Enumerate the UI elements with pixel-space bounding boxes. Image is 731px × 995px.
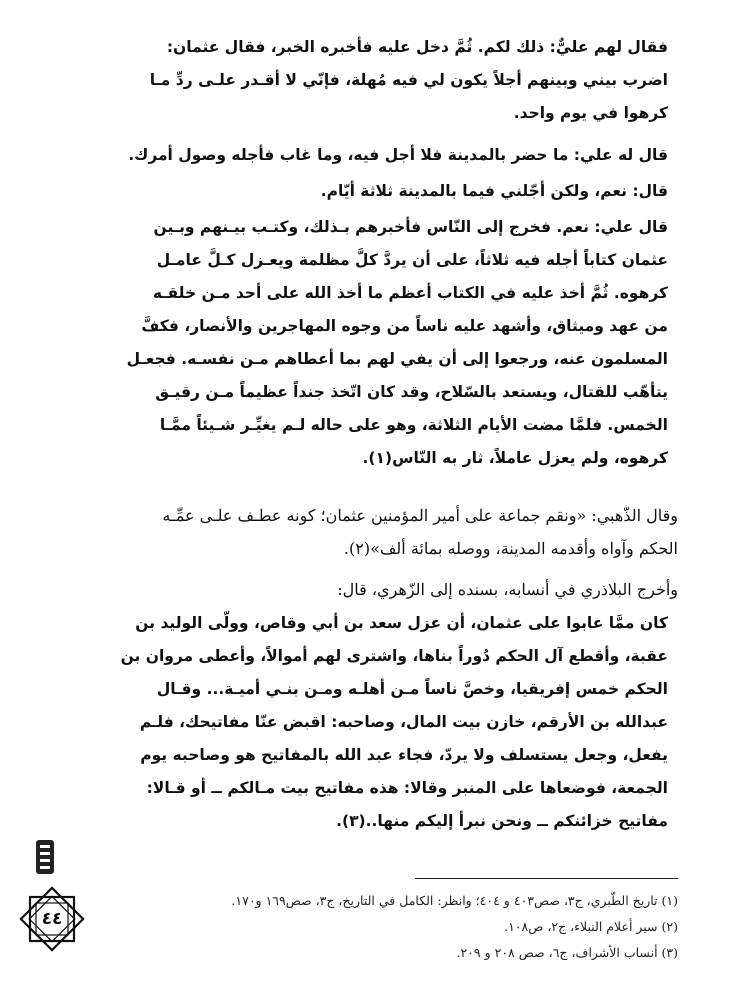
text-line: كان ممَّا عابوا على عثمان، أن عزل سعد بن أبي وقاص، وولّى الوليد بن bbox=[135, 614, 668, 632]
text-line: اضرب بيني وبينهم أجلاً يكون لي فيه مُهلة، فإنّي لا أقـدر علـى ردِّ مـا bbox=[149, 71, 668, 89]
text-line: قال علي: نعم. فخرج إلى النّاس فأخبرهم بـذلك، وكتـب بيـنهم وبـين bbox=[153, 218, 668, 236]
text-line: كرهوه، ولم يعزل عاملاً، ثار به النّاس(١). bbox=[362, 449, 668, 467]
text-line: يتأهّب للقتال، ويستعد بالسّلاح، وقد كان اتّخذ جنداً عظيماً مـن رقيـق bbox=[155, 383, 668, 401]
quote-block-5 bbox=[108, 607, 668, 838]
text-line: مفاتيح خزائنكم ــ ونحن نبرأ إليكم منها..(٣). bbox=[336, 812, 668, 830]
text-line: المسلمون عنه، ورجعوا إلى أن يفي لهم بما أعطاهم مـن نفسـه. فجعـل bbox=[126, 350, 668, 368]
text-line: قال: نعم، ولكن أجّلني فيما بالمدينة ثلاثة أيّام. bbox=[320, 182, 668, 200]
text-line: يفعل، وجعل يستسلف ولا يردّ، فجاء عبد الله بالمفاتيح هو وصاحبه يوم bbox=[140, 746, 668, 764]
footnote-divider bbox=[415, 878, 678, 879]
text-line: الحكم وآواه وأقدمه المدينة، ووصله بمائة ألف»(٢). bbox=[343, 539, 678, 558]
quote-block-1 bbox=[108, 31, 668, 130]
paragraph-dhahabi bbox=[108, 499, 678, 565]
text-line: فقال لهم عليٌّ: ذلك لكم. ثُمَّ دخل عليه فأخبره الخبر، فقال عثمان: bbox=[166, 38, 668, 56]
text-line: الجمعة، فوضعاها على المنبر وقالا: هذه مفاتيح بيت مـالكم ــ أو قـالا: bbox=[146, 779, 668, 797]
footnote: (٢) سير أعلام النبلاء، ج٢، ص١٠٨. bbox=[504, 919, 678, 934]
paragraph-baladhuri bbox=[108, 573, 678, 606]
text-line: الخمس. فلمَّا مضت الأيام الثلاثة، وهو على حاله لـم يغيِّـر شـيئاً ممَّـا bbox=[159, 416, 668, 434]
text-line: كرهوا في يوم واحد. bbox=[513, 104, 668, 122]
ornament-icon bbox=[30, 838, 60, 876]
text-line: عبدالله بن الأرقم، خازن بيت المال، وصاحبه: اقبض عنّا مفاتيحك، فلـم bbox=[139, 713, 668, 731]
page-number: ٤٤ bbox=[41, 909, 63, 929]
text-line: وأخرج البلاذري في أنسابه، بسنده إلى الزّهري، قال: bbox=[337, 580, 678, 599]
text-line: وقال الذّهبي: «ونقم جماعة على أمير المؤمنين عثمان؛ كونه عطـف علـى عمِّـه bbox=[162, 506, 678, 525]
text-line: قال له علي: ما حضر بالمدينة فلا أجل فيه، وما غاب فأجله وصول أمرك. bbox=[128, 146, 668, 164]
quote-block-4 bbox=[108, 211, 668, 475]
text-line: الحكم خمس إفريقيا، وخصَّ ناساً مـن أهلـه ومـن بنـي أميـة... وقـال bbox=[156, 680, 668, 698]
text-line: كرهوه. ثُمَّ أخذ عليه في الكتاب أعظم ما أخذ الله على أحد مـن خلقـه bbox=[152, 284, 668, 302]
quote-block-3 bbox=[108, 175, 668, 208]
text-line: عقبة، وأقطع آل الحكم دُوراً بناها، واشترى لهم أموالاً، وأعطى مروان بن bbox=[120, 647, 668, 665]
quote-block-2 bbox=[108, 139, 668, 172]
footnotes bbox=[130, 888, 678, 966]
footnote: (٣) أنساب الأشراف، ج٦، صص ٢٠٨ و ٢٠٩. bbox=[456, 945, 678, 960]
text-line: من عهد وميثاق، وأشهد عليه ناساً من وجوه المهاجرين والأنصار، فكفَّ bbox=[141, 317, 668, 335]
footnote: (١) تاريخ الطّبري، ج٣، صص٤٠٣ و ٤٠٤؛ وانظر: الكامل في التاريخ، ج٣، صص١٦٩ و١٧٠. bbox=[231, 893, 678, 908]
text-line: عثمان كتاباً أجله فيه ثلاثاً، على أن يردَّ كلَّ مظلمة ويعـزل كـلَّ عامـل bbox=[156, 251, 668, 269]
